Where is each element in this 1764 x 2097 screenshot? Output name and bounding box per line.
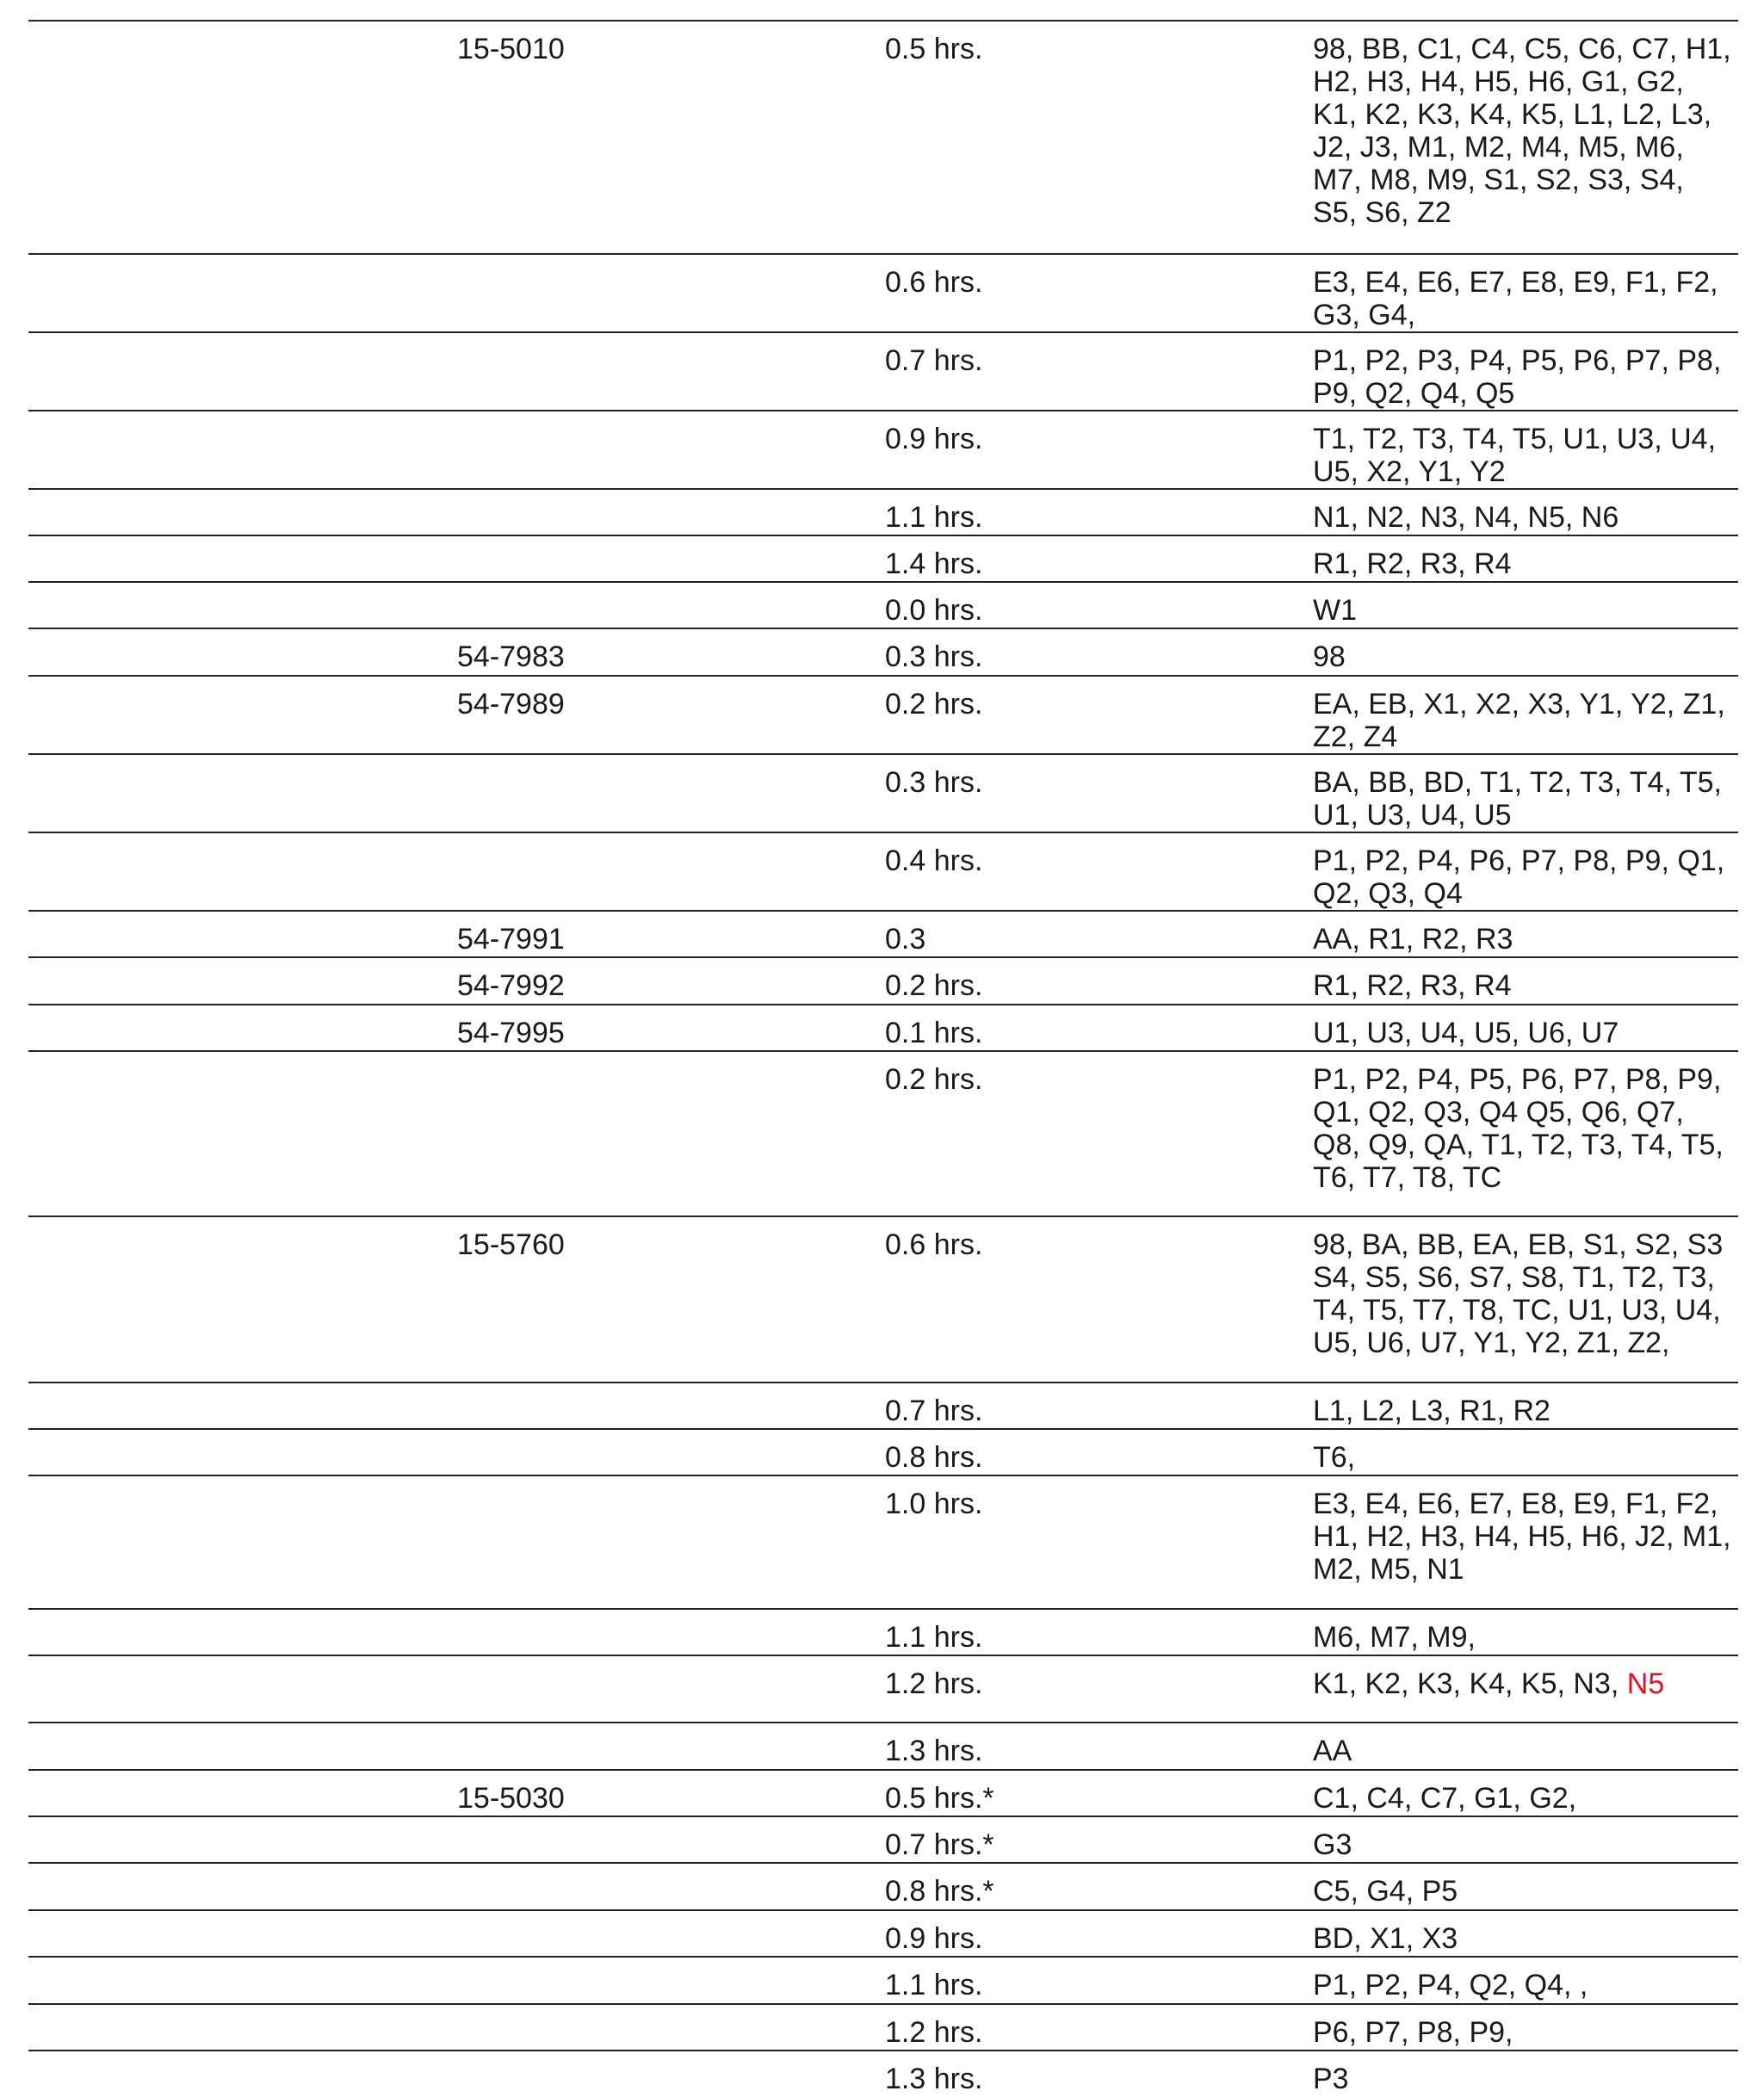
model-code-list: 98, BA, BB, EA, EB, S1, S2, S3 S4, S5, S6, S7, S8, T1, T2, T3, T4, T5, T7, T8, TC, U1, U3, U4, U5, U6, U7, Y1, Y2, Z1, Z2, (1313, 1228, 1724, 1359)
model-codes-cell (1313, 254, 1738, 332)
model-codes (1313, 969, 1735, 1002)
blank-cell (28, 1005, 457, 1051)
model-codes (1313, 266, 1735, 331)
model-code-list: U1, U3, U4, U5, U6, U7 (1313, 1017, 1619, 1049)
table-row (28, 1816, 1738, 1863)
labor-time-cell (885, 1475, 1313, 1609)
model-codes (1313, 547, 1735, 580)
labor-time-cell (885, 1216, 1313, 1383)
model-code-list: L1, L2, L3, R1, R2 (1313, 1395, 1550, 1427)
model-code-list: BD, X1, X3 (1313, 1922, 1458, 1955)
blank-cell (28, 22, 457, 254)
model-codes-cell (1313, 1609, 1738, 1655)
table-row (28, 1005, 1738, 1051)
operation-number-cell (457, 22, 885, 254)
model-codes-cell (1313, 1005, 1738, 1051)
operation-number-cell (457, 489, 885, 535)
model-codes (1313, 501, 1735, 534)
labor-time-cell (885, 957, 1313, 1005)
blank-cell (28, 1475, 457, 1609)
model-codes (1313, 766, 1735, 832)
blank-cell (28, 1383, 457, 1429)
model-codes (1313, 844, 1735, 910)
model-codes-cell (1313, 1383, 1738, 1429)
table-row (28, 2004, 1738, 2051)
model-codes (1313, 1441, 1735, 1474)
table-row (28, 832, 1738, 911)
operation-number-cell (457, 1216, 885, 1383)
model-codes-cell (1313, 1863, 1738, 1910)
labor-time: 0.2 hrs. (885, 1063, 983, 1096)
labor-time: 0.2 hrs. (885, 969, 983, 1002)
model-codes-cell (1313, 1655, 1738, 1723)
table-row (28, 676, 1738, 754)
operation-number-cell (457, 1383, 885, 1429)
labor-time-cell (885, 911, 1313, 957)
labor-time-cell (885, 1863, 1313, 1910)
blank-cell (28, 1770, 457, 1816)
operation-number-cell (457, 1863, 885, 1910)
labor-time: 0.6 hrs. (885, 1228, 983, 1261)
labor-time-cell (885, 832, 1313, 911)
model-codes (1313, 1667, 1735, 1700)
blank-cell (28, 754, 457, 832)
operation-number-cell (457, 2051, 885, 2097)
model-codes-cell (1313, 1051, 1738, 1216)
labor-time: 1.3 hrs. (885, 1735, 983, 1767)
model-code-list: 98 (1313, 640, 1346, 673)
operation-number-cell (457, 832, 885, 911)
blank-cell (28, 1910, 457, 1957)
labor-time-cell (885, 489, 1313, 535)
table-row (28, 332, 1738, 411)
blank-cell (28, 489, 457, 535)
table-row (28, 1429, 1738, 1475)
model-code-list: N1, N2, N3, N4, N5, N6 (1313, 501, 1619, 534)
model-codes-cell (1313, 676, 1738, 754)
blank-cell (28, 411, 457, 489)
model-codes (1313, 923, 1735, 956)
labor-time-cell (885, 1723, 1313, 1770)
operation-number-cell (457, 1051, 885, 1216)
operation-number-cell (457, 628, 885, 676)
blank-cell (28, 1655, 457, 1723)
blank-cell (28, 332, 457, 411)
labor-time: 0.7 hrs. (885, 344, 983, 377)
model-code-list: P6, P7, P8, P9, (1313, 2016, 1513, 2049)
blank-cell (28, 1957, 457, 2004)
labor-time: 0.7 hrs.* (885, 1828, 994, 1861)
operation-number-cell (457, 1475, 885, 1609)
blank-cell (28, 1863, 457, 1910)
table-row (28, 1609, 1738, 1655)
blank-cell (28, 1051, 457, 1216)
model-code-list: P1, P2, P4, P6, P7, P8, P9, Q1, Q2, Q3, Q4 (1313, 844, 1725, 910)
table-row (28, 1051, 1738, 1216)
model-code-list: P1, P2, P4, Q2, Q4, , (1313, 1969, 1588, 2001)
model-code-list: 98, BB, C1, C4, C5, C6, C7, H1, H2, H3, H4, H5, H6, G1, G2, K1, K2, K3, K4, K5, L1, L2, L3, J2, J3, M1, M2, M4, M5, M6, M7, M8, M9, S1, S2, S3, S4, S5, S6, Z2 (1313, 33, 1731, 229)
model-codes (1313, 344, 1735, 410)
labor-time: 1.2 hrs. (885, 2016, 983, 2049)
labor-time: 0.2 hrs. (885, 688, 983, 721)
table-row (28, 911, 1738, 957)
blank-cell (28, 832, 457, 911)
model-codes (1313, 1228, 1735, 1359)
operation-number-cell (457, 332, 885, 411)
labor-time: 0.9 hrs. (885, 1922, 983, 1955)
model-codes (1313, 1782, 1735, 1815)
model-codes-cell (1313, 957, 1738, 1005)
blank-cell (28, 911, 457, 957)
operation-number-cell (457, 957, 885, 1005)
operation-number: 15-5760 (457, 1228, 565, 1261)
table-row (28, 535, 1738, 582)
table-row (28, 489, 1738, 535)
labor-time-cell (885, 332, 1313, 411)
labor-time: 1.2 hrs. (885, 1667, 983, 1700)
labor-time-cell (885, 1051, 1313, 1216)
model-codes-cell (1313, 582, 1738, 628)
model-codes (1313, 688, 1735, 753)
table-row (28, 628, 1738, 676)
model-codes-cell (1313, 832, 1738, 911)
labor-time: 1.1 hrs. (885, 1969, 983, 2001)
model-codes (1313, 1922, 1735, 1955)
labor-time: 1.1 hrs. (885, 1621, 983, 1654)
operation-number-cell (457, 1609, 885, 1655)
model-code-list: P3 (1313, 2063, 1349, 2095)
operation-number: 54-7995 (457, 1017, 565, 1049)
model-code-list: P1, P2, P3, P4, P5, P6, P7, P8, P9, Q2, Q4, Q5 (1313, 344, 1722, 410)
labor-time: 0.7 hrs. (885, 1395, 983, 1427)
operation-number: 54-7983 (457, 640, 565, 673)
operation-number-cell (457, 1770, 885, 1816)
model-codes-cell (1313, 1475, 1738, 1609)
model-codes (1313, 1395, 1735, 1427)
model-codes-cell (1313, 535, 1738, 582)
labor-time-cell (885, 411, 1313, 489)
labor-time-cell (885, 1383, 1313, 1429)
operation-number: 15-5030 (457, 1782, 565, 1815)
model-code-list: T1, T2, T3, T4, T5, U1, U3, U4, U5, X2, Y1, Y2 (1313, 423, 1717, 488)
table-row (28, 1216, 1738, 1383)
model-codes-cell (1313, 411, 1738, 489)
operation-number: 54-7989 (457, 688, 565, 721)
model-codes-cell (1313, 2004, 1738, 2051)
operation-number-cell (457, 1910, 885, 1957)
model-code-list: BA, BB, BD, T1, T2, T3, T4, T5, U1, U3, U4, U5 (1313, 766, 1722, 832)
model-codes (1313, 1017, 1735, 1049)
model-code-list: R1, R2, R3, R4 (1313, 547, 1512, 580)
model-code-list: W1 (1313, 594, 1357, 627)
blank-cell (28, 254, 457, 332)
labor-time: 1.1 hrs. (885, 501, 983, 534)
table-row (28, 22, 1738, 254)
labor-time-cell (885, 1957, 1313, 2004)
model-codes-cell (1313, 22, 1738, 254)
model-codes-cell (1313, 332, 1738, 411)
operation-number-cell (457, 1957, 885, 2004)
model-code-list: K1, K2, K3, K4, K5, N3, (1313, 1667, 1619, 1700)
table-row (28, 1770, 1738, 1816)
table-row (28, 1910, 1738, 1957)
model-codes (1313, 1063, 1735, 1194)
labor-time-cell (885, 254, 1313, 332)
labor-table-body (28, 22, 1738, 2097)
blank-cell (28, 2051, 457, 2097)
operation-number-cell (457, 676, 885, 754)
model-code-list: C1, C4, C7, G1, G2, (1313, 1782, 1577, 1815)
labor-time-cell (885, 1429, 1313, 1475)
model-code-list: T6, (1313, 1441, 1356, 1474)
labor-time: 0.8 hrs.* (885, 1875, 994, 1908)
model-codes-cell (1313, 2051, 1738, 2097)
labor-time-cell (885, 1910, 1313, 1957)
blank-cell (28, 628, 457, 676)
model-codes-cell (1313, 1216, 1738, 1383)
model-code-list: R1, R2, R3, R4 (1313, 969, 1512, 1002)
model-codes-cell (1313, 628, 1738, 676)
labor-time: 0.6 hrs. (885, 266, 983, 299)
labor-time-cell (885, 2051, 1313, 2097)
operation-number-cell (457, 535, 885, 582)
operation-number-cell (457, 411, 885, 489)
table-row (28, 582, 1738, 628)
labor-time-cell (885, 628, 1313, 676)
labor-time-cell (885, 1770, 1313, 1816)
labor-time: 0.4 hrs. (885, 844, 983, 877)
blank-cell (28, 535, 457, 582)
model-code-list: E3, E4, E6, E7, E8, E9, F1, F2, G3, G4, (1313, 266, 1718, 331)
table-row (28, 1383, 1738, 1429)
labor-time-cell (885, 582, 1313, 628)
table-row (28, 1957, 1738, 2004)
model-codes-cell (1313, 1910, 1738, 1957)
model-codes-cell (1313, 754, 1738, 832)
blank-cell (28, 2004, 457, 2051)
blank-cell (28, 1723, 457, 1770)
model-code-list: M6, M7, M9, (1313, 1621, 1476, 1654)
labor-time: 0.3 (885, 923, 926, 956)
blank-cell (28, 1816, 457, 1863)
operation-number-cell (457, 1005, 885, 1051)
operation-number-cell (457, 911, 885, 957)
labor-time-table (28, 22, 1738, 2097)
model-codes-cell (1313, 911, 1738, 957)
labor-time: 1.0 hrs. (885, 1488, 983, 1520)
model-codes (1313, 594, 1735, 627)
labor-time: 1.3 hrs. (885, 2063, 983, 2095)
labor-time: 0.5 hrs. (885, 33, 983, 65)
table-row (28, 957, 1738, 1005)
model-codes-cell (1313, 1816, 1738, 1863)
model-codes-cell (1313, 1723, 1738, 1770)
model-codes (1313, 2063, 1735, 2095)
labor-time: 1.4 hrs. (885, 547, 983, 580)
model-code-list: AA (1313, 1735, 1352, 1767)
labor-time: 0.0 hrs. (885, 594, 983, 627)
operation-number-cell (457, 254, 885, 332)
table-row (28, 2051, 1738, 2097)
labor-time: 0.3 hrs. (885, 766, 983, 799)
model-code-list: E3, E4, E6, E7, E8, E9, F1, F2, H1, H2, H3, H4, H5, H6, J2, M1, M2, M5, N1 (1313, 1488, 1731, 1586)
labor-time: 0.8 hrs. (885, 1441, 983, 1474)
model-codes (1313, 1488, 1735, 1586)
labor-time-cell (885, 1816, 1313, 1863)
labor-time: 0.9 hrs. (885, 423, 983, 455)
labor-time-cell (885, 2004, 1313, 2051)
operation-number-cell (457, 2004, 885, 2051)
labor-time: 0.1 hrs. (885, 1017, 983, 1049)
table-row (28, 1655, 1738, 1723)
table-row (28, 411, 1738, 489)
model-codes (1313, 1969, 1735, 2001)
labor-time-cell (885, 22, 1313, 254)
model-codes-cell (1313, 1429, 1738, 1475)
labor-time-cell (885, 535, 1313, 582)
table-row (28, 1723, 1738, 1770)
model-codes-cell (1313, 1957, 1738, 2004)
model-code-list: C5, G4, P5 (1313, 1875, 1458, 1908)
operation-number-cell (457, 582, 885, 628)
model-code-list: P1, P2, P4, P5, P6, P7, P8, P9, Q1, Q2, Q3, Q4 Q5, Q6, Q7, Q8, Q9, QA, T1, T2, T3, T4, T5, T6, T7, T8, TC (1313, 1063, 1724, 1194)
model-codes (1313, 423, 1735, 488)
model-code-list: EA, EB, X1, X2, X3, Y1, Y2, Z1, Z2, Z4 (1313, 688, 1725, 753)
labor-time: 0.5 hrs.* (885, 1782, 994, 1815)
blank-cell (28, 676, 457, 754)
table-row (28, 1475, 1738, 1609)
model-codes (1313, 640, 1735, 673)
labor-time-cell (885, 1609, 1313, 1655)
model-codes (1313, 33, 1735, 229)
model-code-list: AA, R1, R2, R3 (1313, 923, 1513, 956)
operation-number-cell (457, 754, 885, 832)
model-codes (1313, 1735, 1735, 1767)
labor-time-cell (885, 1005, 1313, 1051)
operation-number-cell (457, 1429, 885, 1475)
labor-time-cell (885, 676, 1313, 754)
highlighted-model-code: N5 (1626, 1667, 1665, 1700)
operation-number-cell (457, 1723, 885, 1770)
operation-number-cell (457, 1816, 885, 1863)
model-codes (1313, 1875, 1735, 1908)
model-codes-cell (1313, 489, 1738, 535)
operation-number: 54-7992 (457, 969, 565, 1002)
operation-number: 15-5010 (457, 33, 565, 65)
labor-time: 0.3 hrs. (885, 640, 983, 673)
labor-time-cell (885, 754, 1313, 832)
model-codes (1313, 1828, 1735, 1861)
labor-time-cell (885, 1655, 1313, 1723)
table-row (28, 754, 1738, 832)
operation-number: 54-7991 (457, 923, 565, 956)
model-code-list: G3 (1313, 1828, 1352, 1861)
blank-cell (28, 582, 457, 628)
blank-cell (28, 957, 457, 1005)
model-codes (1313, 2016, 1735, 2049)
blank-cell (28, 1609, 457, 1655)
blank-cell (28, 1216, 457, 1383)
table-row (28, 1863, 1738, 1910)
table-row (28, 254, 1738, 332)
model-codes-cell (1313, 1770, 1738, 1816)
blank-cell (28, 1429, 457, 1475)
operation-number-cell (457, 1655, 885, 1723)
model-codes (1313, 1621, 1735, 1654)
